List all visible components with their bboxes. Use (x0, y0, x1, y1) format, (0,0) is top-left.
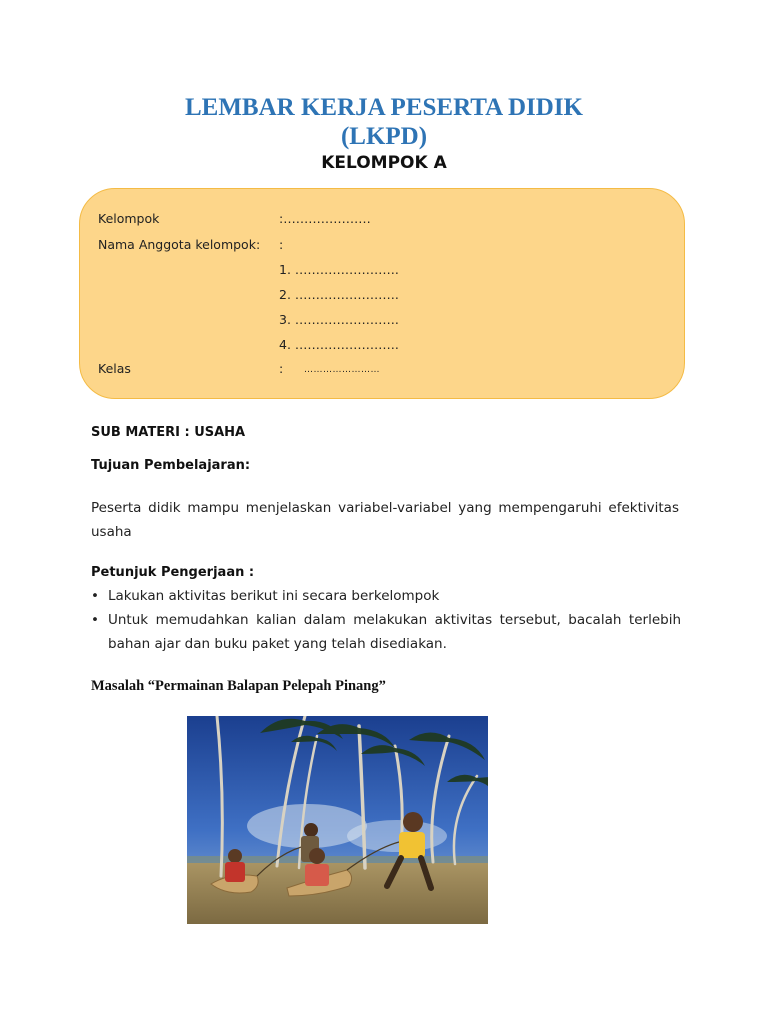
masalah-heading: Masalah “Permainan Balapan Pelepah Pinang” (91, 678, 386, 694)
list-item-text: Lakukan aktivitas berikut ini secara berkelompok (108, 588, 440, 604)
member-line-3: 3. ……………………. (279, 312, 399, 327)
student-info-box (79, 188, 685, 399)
group-heading: KELOMPOK A (321, 153, 447, 173)
kelas-colon: : (279, 361, 284, 376)
anggota-label: Nama Anggota kelompok: (98, 237, 261, 252)
petunjuk-list (91, 584, 681, 656)
children-playing-photo (187, 716, 488, 924)
document-title: LEMBAR KERJA PESERTA DIDIK (184, 94, 584, 121)
anggota-colon: : (279, 237, 284, 252)
tujuan-heading: Tujuan Pembelajaran: (91, 458, 251, 473)
bullet-icon: • (91, 612, 99, 628)
document-title-abbreviation: (LKPD) (340, 123, 428, 150)
member-line-4: 4. ……………………. (279, 337, 399, 352)
list-item (91, 608, 681, 656)
list-item-text: Untuk memudahkan kalian dalam melakukan aktivitas tersebut, bacalah terlebih bahan ajar dan buku paket yang telah disediakan. (108, 612, 681, 652)
member-line-2: 2. ……………………. (279, 287, 399, 302)
sub-materi-heading: SUB MATERI : USAHA (91, 425, 246, 440)
kelompok-label: Kelompok (98, 211, 160, 226)
petunjuk-heading: Petunjuk Pengerjaan : (91, 565, 255, 580)
tujuan-text: Peserta didik mampu menjelaskan variabel-variabel yang mempengaruhi efektivitas usaha (91, 500, 679, 540)
kelompok-blank: :………………… (279, 211, 371, 226)
list-item (91, 584, 681, 608)
member-line-1: 1. ……………………. (279, 262, 399, 277)
kelas-blank: …………………… (304, 365, 380, 375)
kelas-label: Kelas (98, 361, 131, 376)
bullet-icon: • (91, 588, 99, 604)
